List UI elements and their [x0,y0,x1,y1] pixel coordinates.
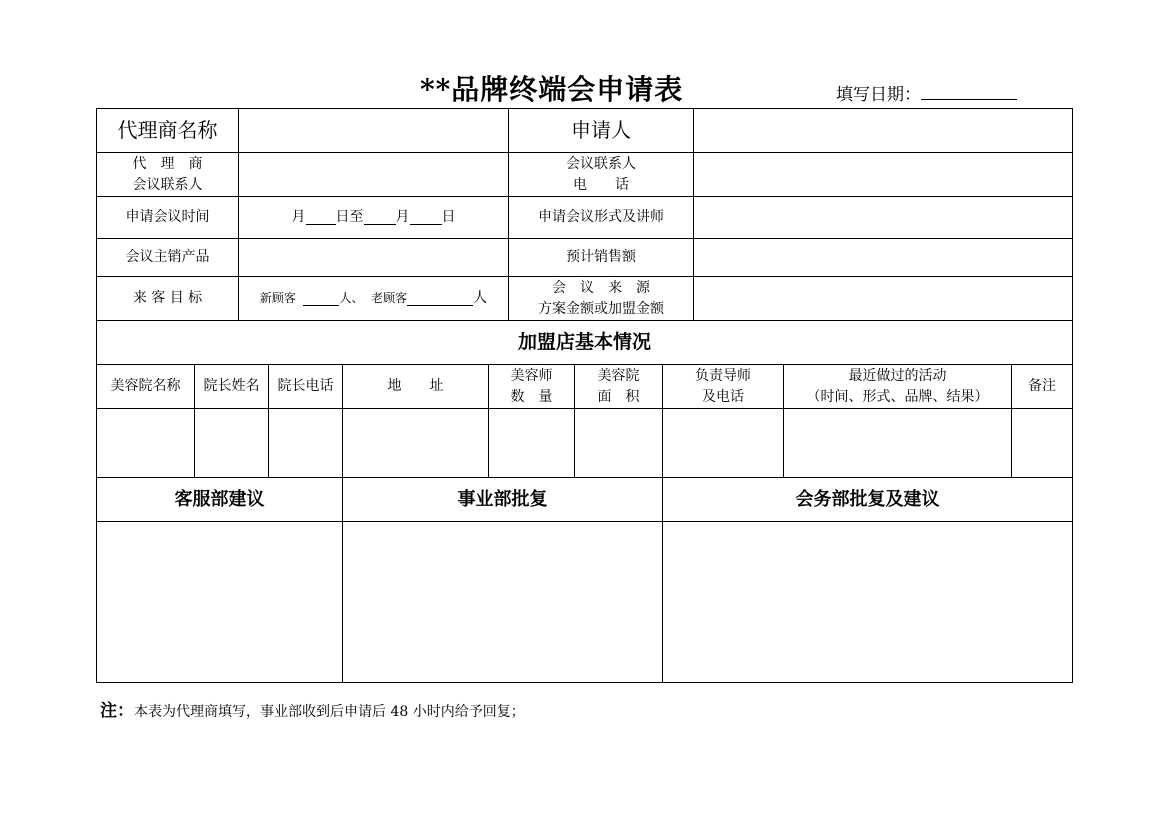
header-director-phone: 院长电话 [269,365,343,409]
footnote [100,696,525,721]
salon-name-field[interactable] [97,409,195,478]
salon-area-field[interactable] [575,409,663,478]
remarks-field[interactable] [1012,409,1072,478]
affairs-dept-header: 会务部批复及建议 [663,478,1072,522]
fill-date-blank[interactable] [921,85,1017,100]
header-salon-area-line2: 面 积 [597,388,640,405]
beautician-count-field[interactable] [489,409,575,478]
meeting-time-field[interactable] [239,197,509,239]
meeting-time-label: 申请会议时间 [97,197,239,239]
visitor-target-field[interactable] [239,277,509,321]
fill-date-label: 填写日期： [836,85,921,105]
blank-line[interactable] [407,291,473,306]
agent-contact-label-line2: 会议联系人 [132,176,203,193]
header-recent-activity-line2: （时间、形式、品牌、结果） [806,388,989,405]
expected-sales-field[interactable] [694,239,1072,277]
application-form [96,108,1073,683]
expected-sales-label: 预计销售额 [509,239,694,277]
blank-line[interactable] [303,291,339,306]
director-name-field[interactable] [195,409,269,478]
visitor-target-label: 来 客 目 标 [97,277,239,321]
header-address: 地 址 [343,365,489,409]
agent-name-label: 代理商名称 [97,109,239,153]
meeting-source-field[interactable] [694,277,1072,321]
fill-date [836,80,1017,105]
meeting-form-label: 申请会议形式及讲师 [509,197,694,239]
contact-phone-field[interactable] [694,153,1072,197]
agent-contact-label-line1: 代 理 商 [132,155,203,172]
recent-activity-field[interactable] [784,409,1012,478]
header-remarks: 备注 [1012,365,1072,409]
header-director-name: 院长姓名 [195,365,269,409]
blank-line[interactable] [410,210,442,225]
old-customer-label: 老顾客 [371,291,408,305]
meeting-time-day1: 日至 [335,209,364,225]
form-title: **品牌终端会申请表 [420,73,684,106]
address-field[interactable] [343,409,489,478]
person-end: 人 [473,290,488,306]
header-guide [663,365,784,409]
main-product-label: 会议主销产品 [97,239,239,277]
blank-line[interactable] [306,210,336,225]
header-guide-line1: 负责导师 [695,367,751,384]
header-beautician-count [489,365,575,409]
agent-contact-field[interactable] [239,153,509,197]
header-salon-area [575,365,663,409]
header-salon-name: 美容院名称 [97,365,195,409]
applicant-label: 申请人 [509,109,694,153]
main-product-field[interactable] [239,239,509,277]
contact-phone-label-line1: 会议联系人 [566,155,636,172]
contact-phone-label [509,153,694,197]
meeting-source-label [509,277,694,321]
applicant-field[interactable] [694,109,1072,153]
contact-phone-label-line2: 电 话 [573,176,629,193]
blank-line[interactable] [364,210,396,225]
footnote-text: 本表为代理商填写，事业部收到后申请后 48 小时内给予回复； [134,704,525,720]
header-guide-line2: 及电话 [702,388,744,405]
header-salon-area-line1: 美容院 [597,367,640,384]
meeting-time-month2: 月 [395,209,410,225]
customer-service-field[interactable] [97,522,343,682]
business-dept-field[interactable] [343,522,663,682]
affairs-dept-field[interactable] [663,522,1072,682]
business-dept-header: 事业部批复 [343,478,663,522]
new-customer-label: 新顾客 [259,291,296,305]
store-section-title: 加盟店基本情况 [97,321,1072,365]
meeting-source-label-line2: 方案金额或加盟金额 [538,300,664,317]
footnote-label: 注： [100,701,134,721]
header-recent-activity-line1: 最近做过的活动 [848,367,947,384]
header-recent-activity [784,365,1012,409]
customer-service-header: 客服部建议 [97,478,343,522]
meeting-time-day2: 日 [441,209,456,225]
header-beautician-count-line1: 美容师 [510,367,553,384]
person-sep: 人、 [339,291,364,305]
meeting-time-month1: 月 [291,209,306,225]
agent-contact-label [97,153,239,197]
meeting-form-field[interactable] [694,197,1072,239]
guide-field[interactable] [663,409,784,478]
meeting-source-label-line1: 会 议 来 源 [552,279,650,296]
agent-name-field[interactable] [239,109,509,153]
header-beautician-count-line2: 数 量 [510,388,553,405]
director-phone-field[interactable] [269,409,343,478]
